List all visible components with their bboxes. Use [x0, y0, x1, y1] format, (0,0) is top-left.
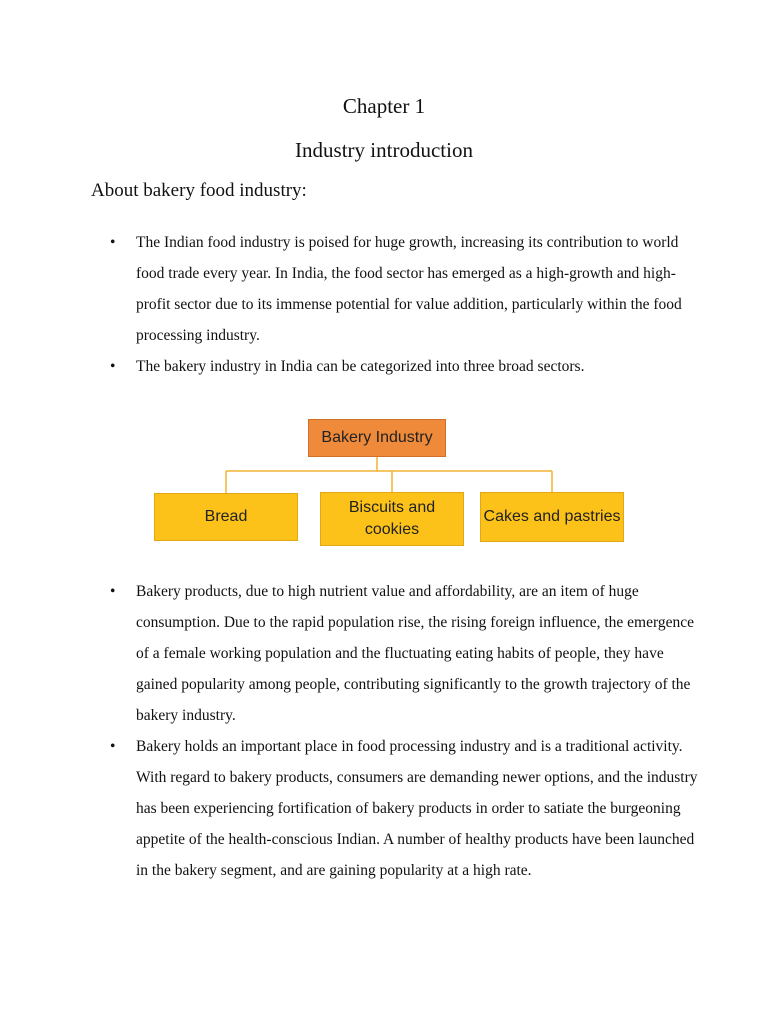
diagram-node-bread: Bread: [154, 493, 298, 541]
section-heading: About bakery food industry:: [91, 180, 307, 201]
diagram-node-bakery-industry: Bakery Industry: [308, 419, 446, 457]
list-item: [110, 351, 700, 382]
bullet-icon: •: [110, 583, 116, 600]
bullet-icon: •: [110, 738, 116, 755]
bullet-text: The Indian food industry is poised for huge growth, increasing its contribution to world food trade every year. In India, the food sector has emerged as a high-growth and high-profit sector due to its immense potential for value addition, particularly within the food processing industry.: [136, 234, 682, 344]
bullet-icon: •: [110, 234, 116, 251]
diagram-node-biscuits-and-cookies: Biscuits and cookies: [320, 492, 464, 546]
bakery-industry-diagram: [150, 415, 630, 555]
bullet-icon: •: [110, 358, 116, 375]
bullet-list-top: [110, 227, 700, 382]
bullet-text: Bakery holds an important place in food processing industry and is a traditional activity. With regard to bakery products, consumers are demanding newer options, and the industry has been experiencing fortification of bakery products in order to satiate the burgeoning appetite of the health-conscious Indian. A number of healthy products have been launched in the bakery segment, and are gaining popularity at a high rate.: [136, 738, 698, 879]
diagram-node-cakes-and-pastries: Cakes and pastries: [480, 492, 624, 542]
chapter-title: Chapter 1: [342, 94, 426, 118]
chapter-subtitle: Industry introduction: [295, 138, 473, 162]
list-item: [110, 227, 700, 351]
bullet-text: Bakery products, due to high nutrient value and affordability, are an item of huge consumption. Due to the rapid population rise, the rising foreign influence, the emergence of a female working population and the fluctuating eating habits of people, they have gained popularity among people, contributing significantly to the growth trajectory of the bakery industry.: [136, 583, 694, 724]
bullet-list-bottom: [110, 576, 700, 886]
bullet-text: The bakery industry in India can be categorized into three broad sectors.: [136, 358, 585, 375]
list-item: [110, 731, 700, 886]
list-item: [110, 576, 700, 731]
